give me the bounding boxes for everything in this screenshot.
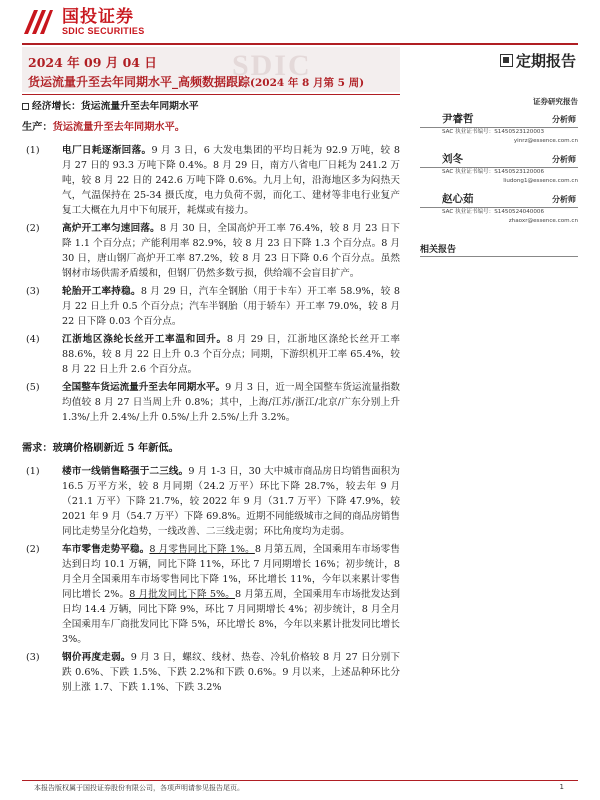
item-number: (1)	[26, 145, 40, 156]
item-lead: 江浙地区涤纶长丝开工率温和回升。	[62, 334, 227, 345]
analyst-license: SAC 执业证书编号：S1450524040006	[442, 209, 545, 215]
item-lead: 楼市一线销售略强于二三线。	[62, 466, 189, 477]
page-number: 1	[559, 783, 564, 791]
item-number: (2)	[26, 223, 40, 234]
production-heading	[22, 120, 400, 135]
sidebar	[420, 96, 578, 257]
item-underline: 8 月零售同比下降 1%。	[149, 544, 255, 555]
analyst-card	[420, 191, 578, 226]
item-underline: 8 月批发同比下降 5%。	[129, 589, 236, 600]
analyst-email[interactable]: liudong1@essence.com.cn	[503, 178, 578, 184]
brand-name-en: SDIC SECURITIES	[62, 26, 145, 36]
item-lead: 高炉开工率匀速回落。	[62, 223, 160, 234]
analyst-role: 分析师	[552, 114, 576, 124]
item-body	[62, 464, 400, 539]
list-item	[22, 221, 400, 281]
brand-name-cn: 国投证券	[62, 7, 134, 27]
analyst-role: 分析师	[552, 194, 576, 204]
item-body	[62, 221, 400, 281]
title-banner	[22, 47, 400, 92]
list-item	[22, 332, 400, 377]
item-lead: 轮胎开工率持稳。	[62, 286, 141, 297]
item-body	[62, 650, 400, 695]
item-text: 9 月 3 日，螺纹、线材、热卷、冷轧价格较 8 月 27 日分别下跌 0.6%、下跌 1.5%、下跌 2.2%和下跌 0.6%。9 月以来，上述品种环比分别上涨 1.7、下跌 1.1%、下跌 3.2%	[62, 652, 401, 693]
checkbox-square-icon	[22, 103, 29, 110]
item-number: (3)	[26, 286, 40, 297]
item-lead: 车市零售走势平稳。	[62, 544, 150, 555]
report-title	[28, 73, 364, 90]
research-report-label: 证券研究报告	[533, 97, 578, 106]
summary-heading-text: 经济增长：货运流量升至去年同期水平	[32, 101, 199, 112]
analyst-license: SAC 执业证书编号：S1450523120006	[442, 169, 545, 175]
item-text: 8 月第五周，全国乘用车市场零售达到日均 10.1 万辆，同比下降 11%，环比 7 月同期增长 16%；初步统计，8 月全月全国乘用车市场零售同比下降 1%，环比增长 11%，今年以来累计零售同比增长 2%。	[62, 544, 400, 600]
item-text: 9 月 3 日，6 大发电集团的平均日耗为 92.9 万吨，较 8 月 27 日的 93.3 万吨下降 0.4%。8 月 29 日，南方八省电厂日耗为 241.2 万吨，较 8 月 22 日的 242.6 万吨下降 0.6%。九月上旬，沿海地区多为闷热天气，气温保持在 25-34 摄氏度，电力负荷不弱，而化工、建材等非电行业复产复工大概在九月中下旬展开，耗煤或有接力。	[62, 145, 401, 216]
report-date: 2024 年 09 月 04 日	[28, 55, 157, 70]
company-logo	[22, 8, 145, 36]
item-text: 8 月 29 日，江浙地区涤纶长丝开工率 88.6%，较 8 月 22 日上升 0.3 个百分点；同期，下游织机开工率 65.4%，较 8 月 22 日上升 2.6 个百分点。	[62, 334, 400, 375]
item-number: (3)	[26, 652, 40, 663]
item-lead: 全国整车货运流量升至去年同期水平。	[62, 382, 226, 393]
item-number: (5)	[26, 382, 40, 393]
footer-disclaimer: 本报告版权属于国投证券股份有限公司，各项声明请参见报告尾页。	[34, 784, 244, 792]
analyst-name: 赵心茹	[442, 193, 474, 205]
logo-watermark: SDIC	[232, 49, 312, 82]
item-number: (1)	[26, 466, 40, 477]
production-heading-label: 生产：	[22, 121, 53, 133]
footer-divider	[22, 780, 578, 781]
analyst-card	[420, 111, 578, 146]
logo-icon	[22, 8, 54, 36]
analyst-card	[420, 151, 578, 186]
report-title-main: 货运流量升至去年同期水平_高频数据跟踪	[28, 75, 251, 89]
item-text: 9 月 1-3 日，30 大中城市商品房日均销售面积为 16.5 万平方米，较 8 月同期（24.2 万平）环比下降 28.7%，较去年 9 月（21.1 万平）下降 21.7%，较 2022 年 9 月（31.7 万平）下降 47.9%，较 2021 年 9 月（54.7 万平）下降 69.8%。近期不同能级城市之间的商品房销售同比走势呈分化趋势，一线改善、二三线走弱；环比角度均为走弱。	[62, 466, 400, 537]
demand-heading	[22, 441, 400, 456]
list-item	[22, 143, 400, 218]
analyst-license: SAC 执业证书编号：S1450523120003	[442, 129, 545, 135]
item-lead: 钢价再度走弱。	[62, 652, 131, 663]
report-type-text: 定期报告	[515, 52, 576, 70]
report-type-icon	[500, 54, 513, 67]
demand-heading-label: 需求：	[22, 442, 53, 454]
item-text: 9 月 3 日，近一周全国整车货运流量指数均值较 8 月 27 日当周上升 0.8%；其中，上海/江苏/浙江/北京/广东分别上升 1.3%/上升 2.4%/上升 0.5%/上升 2.5%/上升 3.2%。	[62, 382, 401, 423]
list-item	[22, 380, 400, 425]
item-number: (4)	[26, 334, 40, 345]
list-item	[22, 650, 400, 695]
item-text: 8 月第五周，全国乘用车市场批发达到日均 14.4 万辆，同比下降 9%，环比 7 月同期增长 4%；初步统计，8 月全月全国乘用车厂商批发同比下降 5%，环比增长 8%，今年以来累计批发同比增长 3%。	[62, 589, 400, 645]
header-divider	[22, 43, 578, 45]
item-number: (2)	[26, 544, 40, 555]
analyst-email[interactable]: yinrz@essence.com.cn	[513, 138, 578, 144]
item-text: 8 月 30 日，全国高炉开工率 76.4%，较 8 月 23 日下降 1.1 个百分点；产能利用率 82.9%，较 8 月 23 日下降 1.3 个百分点。8 月 30 日，唐山钢厂高炉开工率 87.2%，较 8 月 23 日下降 0.6 个百分点。虽然钢材市场供需矛盾缓和，但钢厂仍然多数亏损，供给端不会盲目扩产。	[62, 223, 401, 279]
item-body	[62, 332, 400, 377]
list-item	[22, 542, 400, 647]
item-body	[62, 542, 400, 647]
list-item	[22, 464, 400, 539]
production-heading-text: 货运流量升至去年同期水平。	[52, 121, 185, 133]
title-divider	[22, 94, 400, 95]
analyst-name: 尹睿哲	[442, 113, 474, 125]
analyst-email[interactable]: zhaoxr@essence.com.cn	[508, 218, 578, 224]
item-text: 8 月 29 日，汽车全钢胎（用于卡车）开工率 58.9%，较 8 月 22 日上升 0.5 个百分点；汽车半钢胎（用于轿车）开工率 79.0%，较 8 月 22 日下降 0.03 个百分点。	[62, 286, 400, 327]
item-body	[62, 143, 400, 218]
item-body	[62, 284, 400, 329]
analyst-name: 刘冬	[442, 153, 463, 165]
analyst-role: 分析师	[552, 154, 576, 164]
list-item	[22, 284, 400, 329]
report-title-sub: (2024 年 8 月第 5 周)	[250, 77, 365, 89]
demand-heading-text: 玻璃价格刷新近 5 年新低。	[52, 442, 179, 454]
related-reports-heading: 相关报告	[420, 242, 578, 257]
item-lead: 电厂日耗逐渐回落。	[62, 145, 152, 156]
item-body	[62, 380, 400, 425]
report-type-label	[500, 50, 576, 71]
summary-heading	[22, 99, 400, 114]
main-content	[22, 99, 400, 698]
